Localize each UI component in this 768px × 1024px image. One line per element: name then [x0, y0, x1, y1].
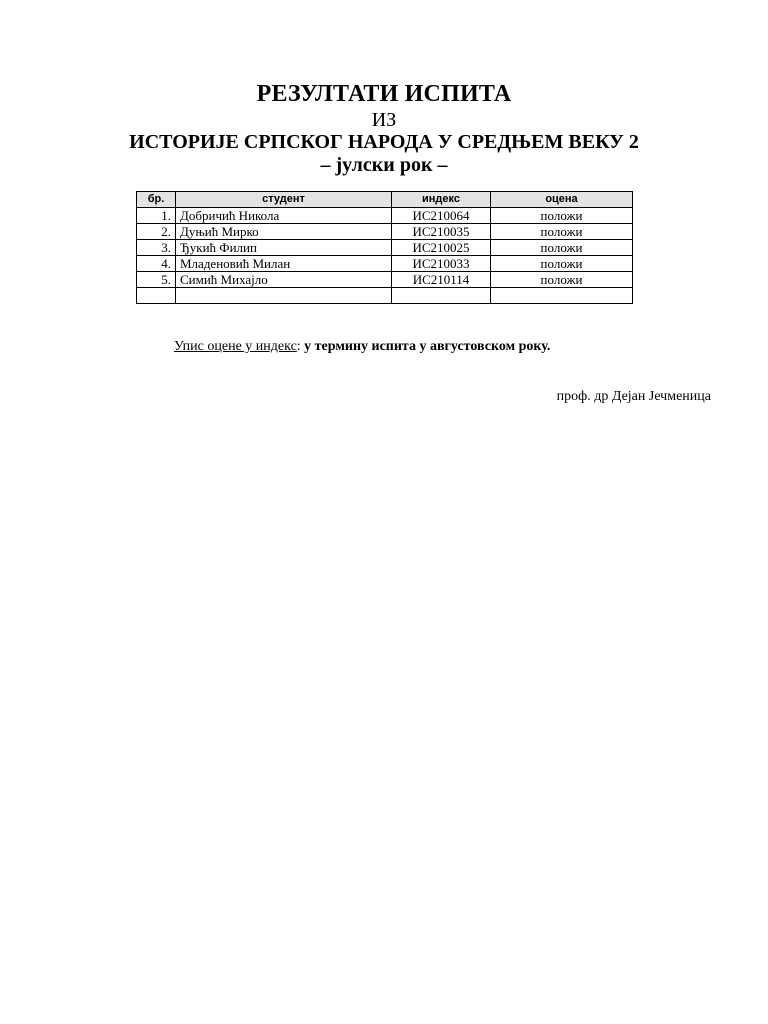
page-title: РЕЗУЛТАТИ ИСПИТА	[256, 81, 512, 107]
table-row	[137, 240, 633, 256]
row-number: 3.	[137, 240, 176, 256]
column-header-number: бр.	[137, 192, 176, 208]
grade-entry-note	[174, 338, 550, 356]
student-grade: положи	[491, 208, 633, 224]
student-name: Младеновић Милан	[176, 256, 392, 272]
student-index: ИС210064	[392, 208, 491, 224]
table-row	[137, 224, 633, 240]
column-header-grade: оцена	[491, 192, 633, 208]
student-grade: положи	[491, 272, 633, 288]
subtitle-from: ИЗ	[371, 109, 397, 131]
table-row	[137, 272, 633, 288]
table-row-empty	[137, 288, 633, 304]
student-name	[176, 288, 392, 304]
note-value: у термину испита у августовском року.	[304, 339, 551, 354]
student-index	[392, 288, 491, 304]
student-grade	[491, 288, 633, 304]
student-grade: положи	[491, 224, 633, 240]
row-number: 1.	[137, 208, 176, 224]
results-table	[136, 191, 633, 304]
row-number: 2.	[137, 224, 176, 240]
table-row	[137, 256, 633, 272]
student-name: Симић Михајло	[176, 272, 392, 288]
student-index: ИС210035	[392, 224, 491, 240]
exam-term: – јулски рок –	[320, 154, 448, 176]
column-header-index: индекс	[392, 192, 491, 208]
professor-signature: проф. др Дејан Јечменица	[556, 389, 711, 404]
student-index: ИС210025	[392, 240, 491, 256]
subject-title: ИСТОРИЈЕ СРПСКОГ НАРОДА У СРЕДЊЕМ ВЕКУ 2	[129, 131, 639, 153]
table-row	[137, 208, 633, 224]
row-number	[137, 288, 176, 304]
student-name: Дуњић Мирко	[176, 224, 392, 240]
row-number: 5.	[137, 272, 176, 288]
student-grade: положи	[491, 240, 633, 256]
table-header-row	[137, 192, 633, 208]
student-index: ИС210033	[392, 256, 491, 272]
row-number: 4.	[137, 256, 176, 272]
student-index: ИС210114	[392, 272, 491, 288]
note-label: Упис оцене у индекс	[174, 339, 297, 354]
note-separator: :	[296, 339, 301, 354]
column-header-student: студент	[176, 192, 392, 208]
student-name: Добричић Никола	[176, 208, 392, 224]
student-name: Ђукић Филип	[176, 240, 392, 256]
student-grade: положи	[491, 256, 633, 272]
